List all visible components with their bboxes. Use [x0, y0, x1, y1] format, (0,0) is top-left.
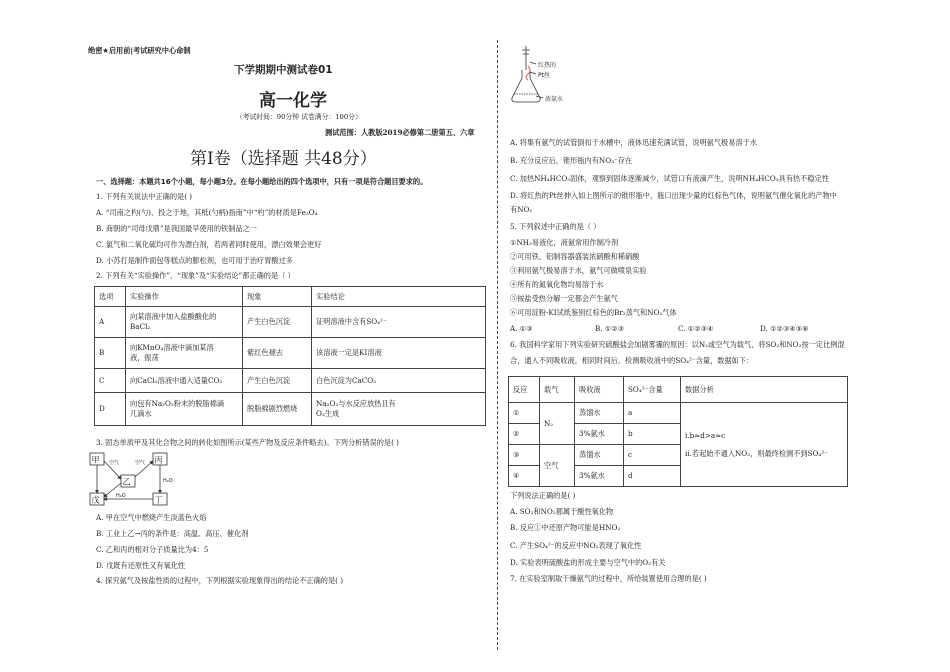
q2-cell-option: D	[95, 393, 126, 426]
table-row	[95, 393, 486, 426]
q2-header-cell: 选项	[95, 287, 126, 307]
q6-cell-liquid: 3%氨水	[575, 424, 624, 445]
q6-header-cell: 吸收液	[575, 377, 624, 403]
q4-stem: 4. 探究氨气及铵盐性质的过程中，下列根据实验现象得出的结论不正确的是( )	[96, 576, 344, 585]
q3-stem: 3. 固态单质甲及其化合物之间的转化如图所示(某些产物及反应条件略去)。下列分析错误的是( )	[96, 438, 399, 447]
q5-item: ②可用铁、铝制容器盛装浓硝酸和稀硝酸	[510, 252, 640, 261]
q6-header-cell: 反应	[509, 377, 540, 403]
q6-option-c: C. 产生SO₄²⁻的反应中NO₂表现了氧化性	[510, 541, 642, 550]
q2-header-cell: 实验结论	[312, 287, 486, 307]
q5-choice-b: B. ①②③	[595, 324, 625, 333]
q2-table	[94, 286, 486, 426]
q6-cell-liquid: 3%氨水	[575, 466, 624, 487]
pt-wire-flask-apparatus	[508, 44, 588, 108]
q2-cell-phenomenon: 脱脂棉剧烈燃烧	[243, 393, 312, 426]
q2-cell-conclusion: 证明溶液中含有SO₄²⁻	[312, 307, 486, 338]
svg-text:H₂O: H₂O	[163, 478, 173, 484]
svg-text:丙: 丙	[154, 455, 163, 465]
q6-cell-gas: 空气	[540, 445, 575, 487]
q5-choice-d: D. ①②③④⑤⑥	[760, 324, 809, 333]
svg-text:甲: 甲	[91, 455, 100, 465]
q4-option-a: A. 将集有氨气的试管倒扣于水槽中，液体迅速充满试管，说明氨气极易溶于水	[510, 138, 757, 147]
q6-header-cell: SO₄²⁻含量	[624, 377, 681, 403]
q2-stem: 2. 下列有关“实验操作”、“现象”及“实验结论”都正确的是（ ）	[96, 271, 295, 280]
q2-cell-option: B	[95, 338, 126, 369]
q6-cell-content: d	[624, 466, 681, 487]
q4-option-c: C. 加热NH₄HCO₃固体，观察到固体逐渐减少，试管口有液滴产生，说明NH₄HCO₃具有热不稳定性	[510, 174, 829, 183]
q5-choice-c: C. ①②③④	[678, 324, 714, 333]
svg-text:乙: 乙	[122, 477, 131, 487]
exam-title: 下学期期中测试卷01	[234, 64, 333, 76]
q4-option-d: D. 将红热的Pt丝伸入如上图所示的锥形瓶中，瓶口出现少量的红棕色气体，说明氨气催化氧化的产物中	[510, 191, 837, 200]
column-divider	[497, 40, 498, 650]
instructions: 一、选择题：本题共16个小题，每小题3分。在每小题给出的四个选项中，只有一项是符合题目要求的。	[96, 177, 428, 186]
q6-header-cell: 数据分析	[681, 377, 848, 403]
q5-stem: 5. 下列叙述中正确的是（ ）	[510, 222, 601, 231]
svg-text:H₂O: H₂O	[116, 493, 126, 499]
q1-option-d: D. 小苏打是制作面包等糕点的膨松剂，也可用于治疗胃酸过多	[96, 256, 293, 265]
q5-item: ④所有的氮氧化物均易溶于水	[510, 280, 604, 289]
table-row	[95, 369, 486, 393]
q6-header-row	[509, 377, 848, 403]
svg-text:浓氨水: 浓氨水	[545, 96, 564, 103]
q6-header-cell: 载气	[540, 377, 575, 403]
q1-option-b: B. 商朝的“司母戊鼎”是我国最早使用的铁制品之一	[96, 224, 257, 233]
q6-option-a: A. SO₂和NO₂都属于酸性氧化物	[510, 507, 614, 516]
q6-table	[508, 376, 848, 487]
table-row	[95, 338, 486, 369]
q2-cell-conclusion: 白色沉淀为CaCO₃	[312, 369, 486, 393]
q4-option-d-cont: 有NO₂	[510, 205, 533, 214]
q3-option-d: D. 戊既有还原性又有氧化性	[96, 561, 186, 570]
q3-conversion-diagram	[88, 451, 188, 509]
q6-cell-id: ④	[509, 466, 540, 487]
q6-cell-analysis: i.b≈d>a≈c ii.若起始不通入NO₂，则最终检测不到SO₄²⁻	[681, 403, 848, 487]
q2-cell-conclusion: Na₂O₂与水反应放热且有 O₂生成	[312, 393, 486, 426]
q1-stem: 1. 下列有关说法中正确的是( )	[96, 192, 193, 201]
q6-option-b: B. 反应①中还原产物可能是HNO₂	[510, 523, 621, 532]
q2-cell-conclusion: 该溶液一定是KI溶液	[312, 338, 486, 369]
q2-cell-phenomenon: 产生白色沉淀	[243, 369, 312, 393]
q1-option-a: A. “司南之杓(勺)，投之于地，其柢(勺柄)指南”中“杓”的材质是Fe₃O₄	[96, 208, 318, 217]
q3-option-a: A. 甲在空气中燃烧产生淡蓝色火焰	[96, 513, 207, 522]
q2-cell-phenomenon: 紫红色褪去	[243, 338, 312, 369]
q2-cell-phenomenon: 产生白色沉淀	[243, 307, 312, 338]
q6-cell-content: b	[624, 424, 681, 445]
subject-title: 高一化学	[259, 91, 327, 111]
q7-stem: 7. 在实验室制取干燥氨气的过程中，所给装置使用合理的是( )	[510, 574, 707, 583]
confidential-label: 绝密★启用前|考试研究中心命制	[88, 46, 191, 55]
q5-item: ⑤铵盐受热分解一定都会产生氨气	[510, 294, 618, 303]
svg-text:戊: 戊	[91, 495, 100, 505]
q6-stem-line2: 合，通入不同吸收液，相同时间后，检测吸收液中的SO₄²⁻含量，数据如下：	[510, 356, 754, 365]
q1-option-c: C. 氯气和二氧化硫均可作为漂白剂，若两者同时使用，漂白效果会更好	[96, 240, 322, 249]
q6-cell-id: ①	[509, 403, 540, 424]
q2-header-cell: 实验操作	[126, 287, 243, 307]
svg-text:Pt丝: Pt丝	[538, 72, 550, 79]
q6-stem-line1: 6. 我国科学家用下列实验研究硫酸盐会加剧雾霾的原因：以N₂或空气为载气，将SO₂和NO₂按一定比例混	[510, 340, 845, 349]
test-scope: 测试范围：人教版2019必修第二册第五、六章	[325, 128, 475, 137]
q2-cell-operation: 向某溶液中加入盐酸酸化的 BaCl₂	[126, 307, 243, 338]
q6-cell-content: c	[624, 445, 681, 466]
q2-header-cell: 现象	[243, 287, 312, 307]
exam-meta: （考试时间：90分钟 试卷满分：100分）	[236, 113, 362, 121]
q3-option-b: B. 工业上乙→丙的条件是：高温、高压、催化剂	[96, 529, 249, 538]
q2-cell-option: C	[95, 369, 126, 393]
q6-cell-content: a	[624, 403, 681, 424]
q2-cell-operation: 向KMnO₄溶液中滴加某溶 液，振荡	[126, 338, 243, 369]
q3-option-c: C. 乙和丙的相对分子质量比为4：5	[96, 545, 209, 554]
q4-option-b: B. 充分反应后，锥形瓶内有NO₃⁻存在	[510, 156, 633, 165]
q2-cell-operation: 向CaCl₂溶液中通入适量CO₂	[126, 369, 243, 393]
q6-option-d: D. 实验表明硫酸盐的形成主要与空气中的O₂有关	[510, 558, 666, 567]
q6-cell-id: ②	[509, 424, 540, 445]
table-row	[95, 307, 486, 338]
q6-question: 下列说法正确的是( )	[510, 491, 576, 500]
svg-text:红热的: 红热的	[538, 62, 557, 69]
q6-cell-gas: N₂	[540, 403, 575, 445]
q5-choice-a: A. ①③	[510, 324, 533, 333]
section-title: 第Ⅰ卷（选择题 共48分）	[190, 149, 377, 169]
q6-cell-liquid: 蒸馏水	[575, 403, 624, 424]
q6-cell-liquid: 蒸馏水	[575, 445, 624, 466]
q2-cell-option: A	[95, 307, 126, 338]
q2-header-row	[95, 287, 486, 307]
q5-item: ⑥可用淀粉-KI试纸鉴别红棕色的Br₂蒸气和NO₂气体	[510, 308, 677, 317]
q5-item: ①NH₃易液化，液氨常用作制冷剂	[510, 238, 619, 247]
q5-item: ③利用氨气极易溶于水，氨气可做喷泉实验	[510, 266, 647, 275]
svg-text:丁: 丁	[154, 495, 163, 505]
q2-cell-operation: 向包有Na₂O₂粉末的脱脂棉滴 几滴水	[126, 393, 243, 426]
svg-text:空气: 空气	[109, 460, 120, 466]
table-row	[509, 403, 848, 424]
q6-cell-id: ③	[509, 445, 540, 466]
svg-text:空气: 空气	[135, 460, 146, 466]
